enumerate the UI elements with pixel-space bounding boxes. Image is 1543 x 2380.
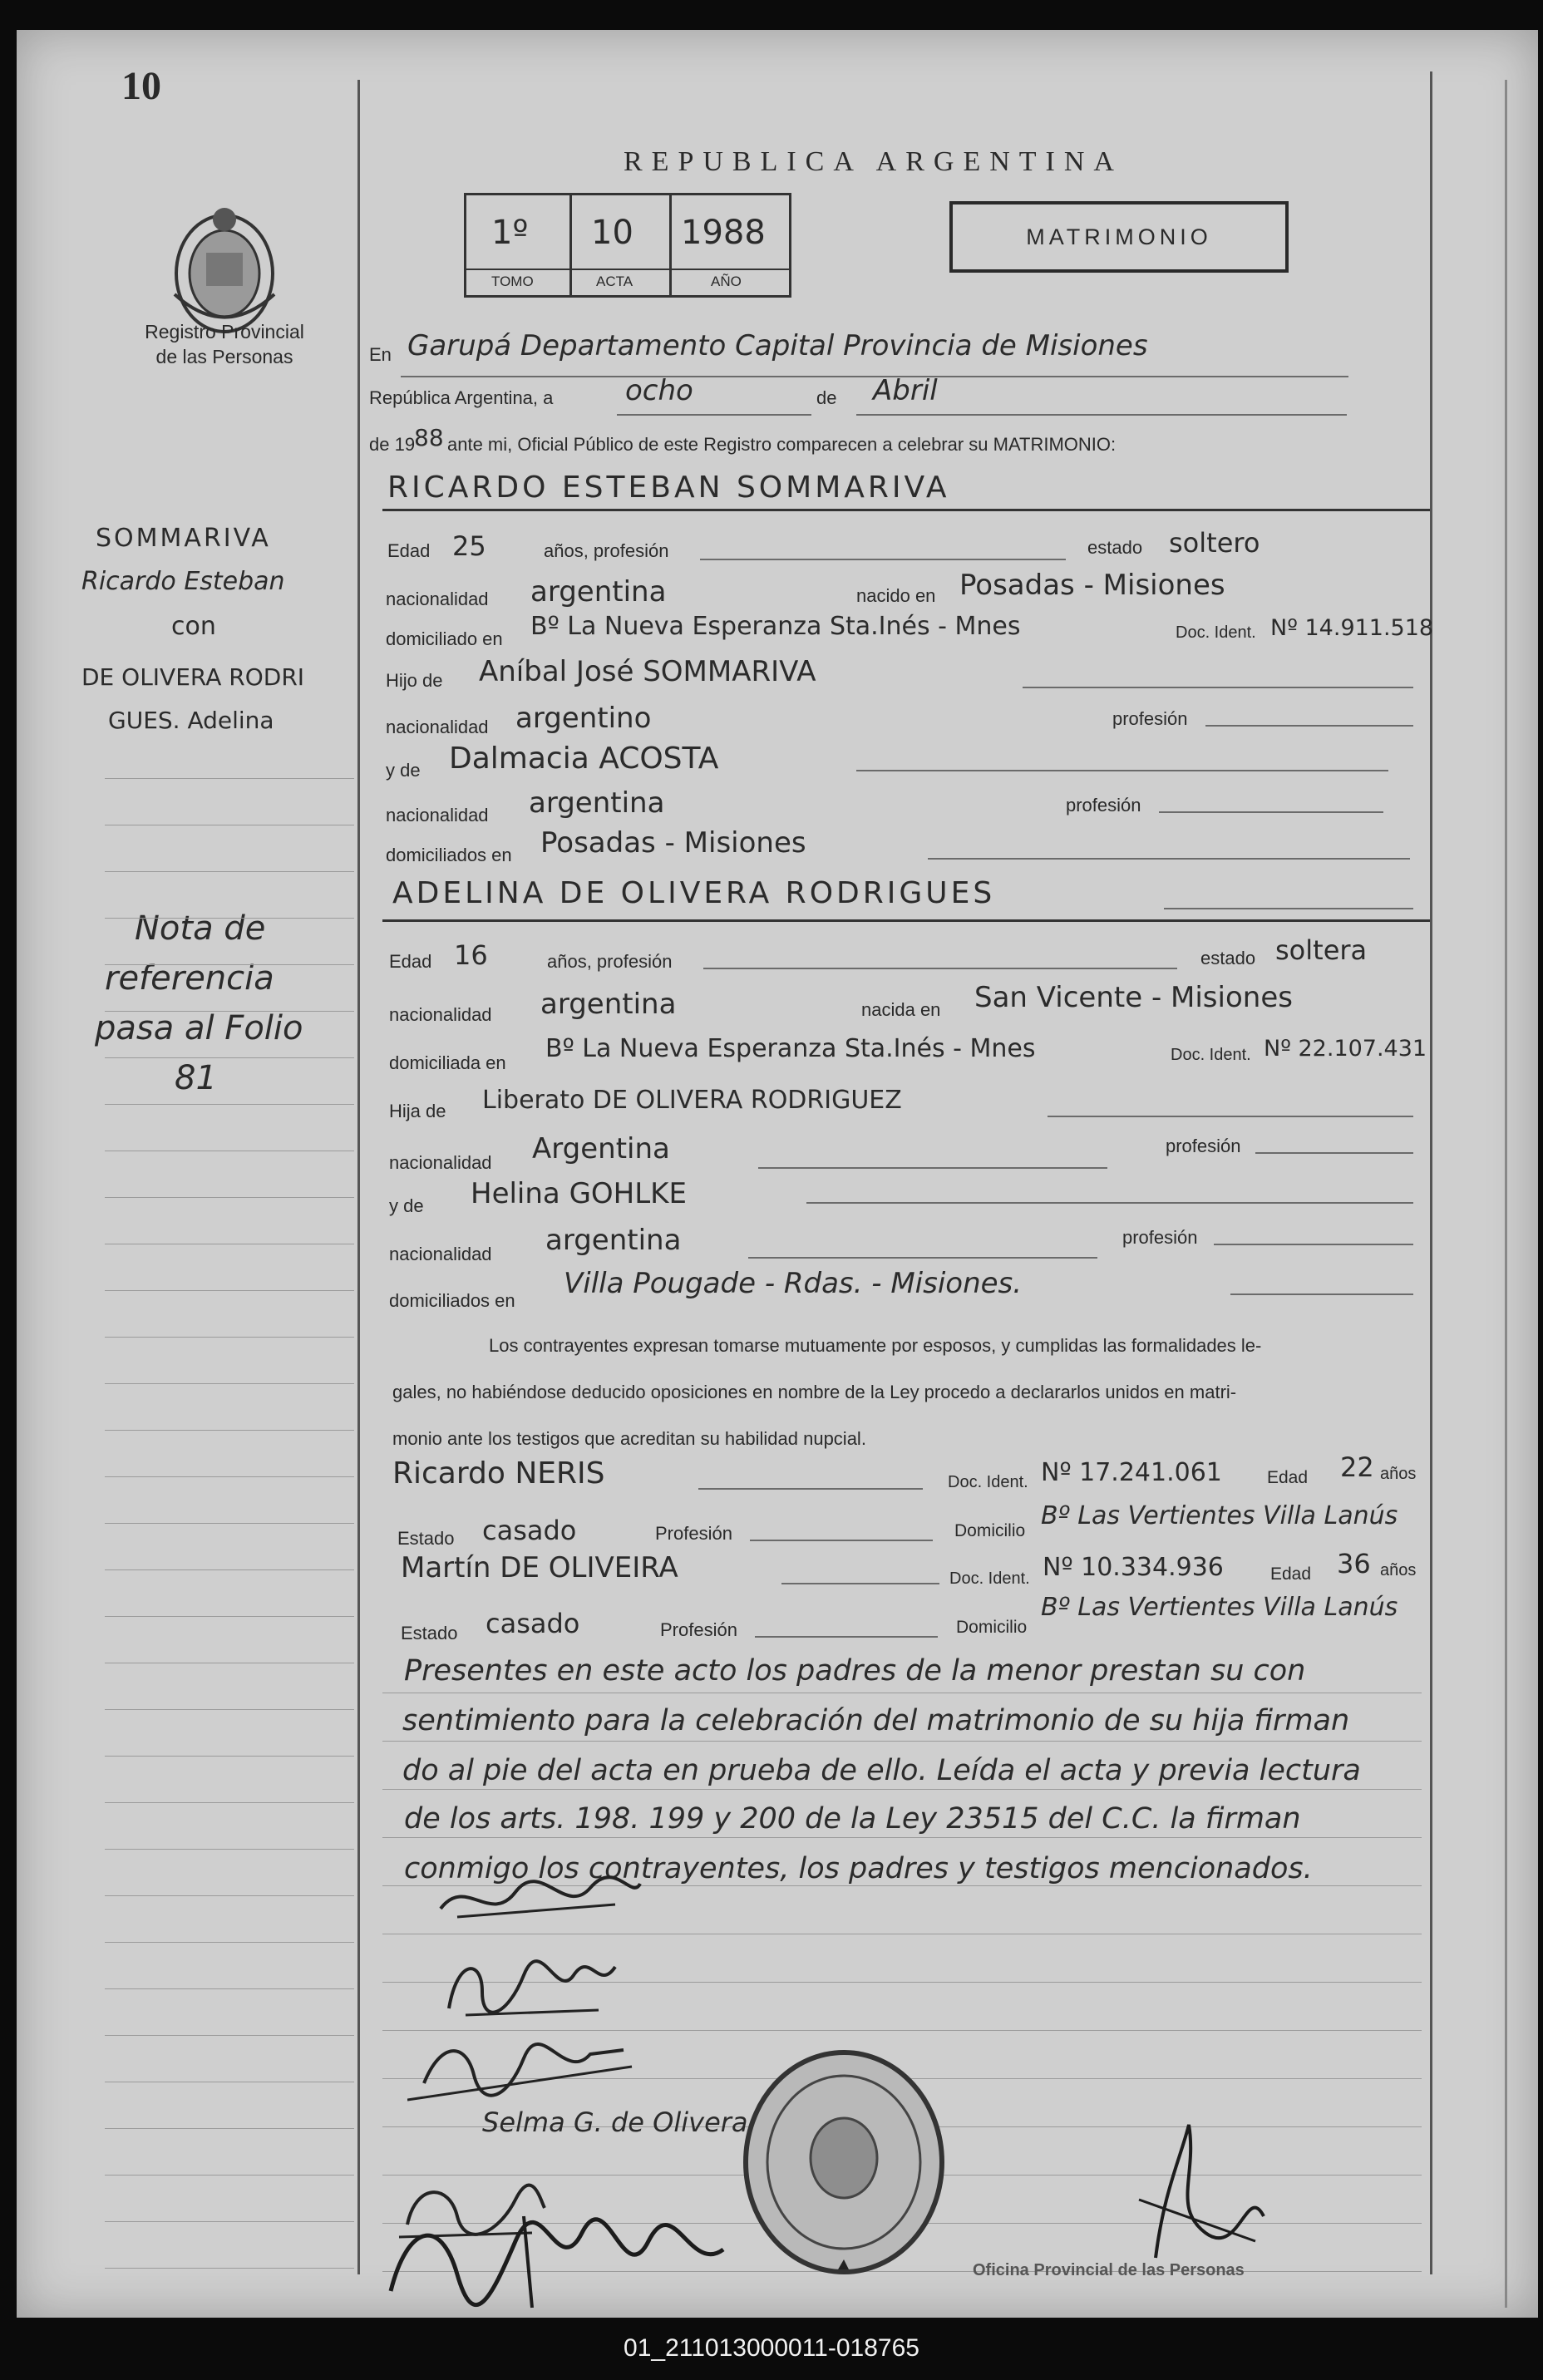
witness-2-prof-line [755,1636,938,1638]
bride-parents-dom: Villa Pougade - Rdas. - Misiones. [564,1267,1023,1300]
witness-1-name-line [698,1488,923,1490]
groom-nacido-label: nacido en [856,585,936,606]
certificate-page [17,30,1538,2318]
notes-line-1: Presentes en este acto los padres de la menor prestan su con [404,1654,1306,1688]
witness-2-age: 36 [1337,1548,1371,1579]
country-heading: REPUBLICA ARGENTINA [624,146,1123,177]
signature-1-icon [432,1867,648,1934]
margin-note-bride-name: GUES. Adelina [108,707,274,734]
witness-1-age: 22 [1340,1451,1374,1483]
groom-doc-label: Doc. Ident. [1176,623,1256,642]
margin-rule [105,1197,354,1198]
body-rule [382,1789,1422,1790]
witness-2-prof-label: Profesión [660,1619,737,1640]
margin-rule [105,918,354,919]
bride-father-nat: Argentina [532,1132,670,1165]
witness-2-edad-label: Edad [1270,1564,1312,1584]
margin-note-surname: SOMMARIVA [96,524,271,553]
margin-rule [105,964,354,965]
groom-estado-label: estado [1087,537,1143,558]
groom-mother-nat-label: nacionalidad [386,805,489,825]
margin-rule [105,1988,354,1989]
groom-birthplace: Posadas - Misiones [959,569,1225,602]
margin-rule [105,2175,354,2176]
groom-father-nat-label: nacionalidad [386,717,489,737]
signature-2-icon [432,1942,632,2025]
witness-2-anos-label: años [1380,1561,1417,1579]
witness-2-doc-label: Doc. Ident. [949,1569,1030,1588]
witness-2-dom-label: Domicilio [956,1618,1028,1637]
bride-mother-prof-line [1214,1244,1413,1245]
witness-2-doc: Nº 10.334.936 [1043,1553,1224,1582]
ano-value: 1988 [681,214,766,252]
signature-4-text: Selma G. de Olivera [482,2107,748,2138]
witness-1-doc-label: Doc. Ident. [948,1473,1028,1491]
witness-1-prof-label: Profesión [655,1523,732,1544]
republica-label: República Argentina, a [369,387,554,408]
witness-1-domicile: Bº Las Vertientes Villa Lanús [1041,1501,1398,1530]
notes-line-2: sentimiento para la celebración del matrimonio de su hija firman [402,1704,1350,1737]
witness-1-estado: casado [482,1515,577,1546]
year-suffix: 88 [414,424,444,451]
margin-rule [105,1011,354,1012]
bride-father-prof-label: profesión [1166,1136,1241,1156]
bride-father: Liberato DE OLIVERA RODRIGUEZ [482,1086,902,1115]
tomo-value: 1º [491,214,529,252]
record-number-box [464,193,791,298]
notes-line-5: conmigo los contrayentes, los padres y testigos mencionados. [404,1852,1313,1885]
groom-prof-line [700,559,1066,560]
margin-rule [105,1430,354,1431]
groom-nationality: argentina [530,575,667,609]
witness-1-doc: Nº 17.241.061 [1041,1458,1222,1487]
bride-name-line [382,919,1430,922]
groom-father-nat: argentino [515,702,652,735]
notes-line-3: do al pie del acta en prueba de ello. Leída el acta y previa lectura [402,1754,1361,1787]
right-border [1430,71,1432,2274]
bride-father-nat-label: nacionalidad [389,1152,492,1173]
bride-anos-label: años, profesión [547,951,673,972]
tomo-label: TOMO [491,273,534,289]
de-label: de [816,387,837,408]
file-caption: 01_211013000011-018765 [624,2334,919,2362]
groom-father-line [1023,687,1413,688]
groom-mother-line [856,770,1388,771]
day-line [617,414,811,416]
margin-rule [105,1569,354,1570]
bride-domicile: Bº La Nueva Esperanza Sta.Inés - Mnes [545,1034,1036,1063]
margin-rule [105,1942,354,1943]
groom-mother-prof-line [1159,811,1383,813]
margin-rule [105,1104,354,1105]
bride-doc: Nº 22.107.431 [1264,1036,1427,1062]
signature-3-icon [407,2033,640,2108]
bride-mother-line [806,1202,1413,1204]
en-label: En [369,344,392,365]
groom-name: RICARDO ESTEBAN SOMMARIVA [387,471,950,505]
bride-mother: Helina GOHLKE [471,1177,687,1210]
legal-text-line-2: gales, no habiéndose deducido oposiciones en nombre de la Ley procedo a declararlos unidos en matri- [392,1382,1237,1402]
margin-note-referencia: referencia [105,959,274,998]
bride-estado: soltera [1275,934,1368,966]
bride-parents-dom-label: domiciliados en [389,1290,515,1311]
bride-mother-nat-label: nacionalidad [389,1244,492,1264]
groom-father: Aníbal José SOMMARIVA [479,655,816,688]
groom-nac-label: nacionalidad [386,589,489,609]
groom-estado: soltero [1169,527,1260,559]
groom-anos-label: años, profesión [544,540,669,561]
groom-mother: Dalmacia ACOSTA [449,742,719,776]
groom-name-line [382,509,1430,511]
bride-father-label: Hija de [389,1101,446,1121]
margin-note-con: con [171,612,216,641]
groom-domicile: Bº La Nueva Esperanza Sta.Inés - Mnes [530,612,1021,641]
bride-name: ADELINA DE OLIVERA RODRIGUES [392,876,996,910]
day-value: ocho [625,374,693,407]
notes-line-4: de los arts. 198. 199 y 200 de la Ley 23515 del C.C. la firman [404,1802,1301,1836]
groom-father-prof-label: profesión [1112,708,1188,729]
margin-rule [105,1337,354,1338]
margin-rule [105,2128,354,2129]
intro-text: ante mi, Oficial Público de este Registro comparecen a celebrar su MATRIMONIO: [447,434,1117,455]
margin-rule [105,2221,354,2222]
witness-1-anos-label: años [1380,1465,1417,1483]
registry-label-1: Registro Provincial [145,321,304,342]
margin-note-folio: pasa al Folio [95,1009,303,1047]
body-rule [382,1837,1422,1838]
ano-label: AÑO [711,273,742,289]
month-value: Abril [873,374,938,407]
bride-nac-label: nacionalidad [389,1004,492,1025]
margin-rule [105,1802,354,1803]
groom-edad-label: Edad [387,540,431,561]
acta-label: ACTA [596,273,633,289]
margin-divider [357,80,360,2274]
bride-nacida-label: nacida en [861,999,941,1020]
page-number: 10 [121,64,161,108]
margin-rule [105,778,354,779]
margin-note-nota: Nota de [135,909,266,948]
bride-mother-prof-label: profesión [1122,1227,1198,1248]
margin-rule [105,2268,354,2269]
groom-father-label: Hijo de [386,670,443,691]
groom-parents-dom-line [928,858,1410,860]
bride-mother-label: y de [389,1195,424,1216]
margin-rule [105,1290,354,1291]
bride-parents-dom-line [1230,1293,1413,1295]
groom-doc: Nº 14.911.518 [1270,615,1434,641]
bride-nationality: argentina [540,988,677,1021]
registry-label-2: de las Personas [155,346,293,367]
place-value: Garupá Departamento Capital Provincia de Misiones [407,329,1148,362]
groom-age: 25 [452,530,486,562]
margin-rule [105,1849,354,1850]
bride-prof-line [703,968,1177,969]
document-type: MATRIMONIO [1026,224,1212,249]
margin-note-bride-surname: DE OLIVERA RODRI [81,663,305,691]
groom-mother-label: y de [386,760,421,781]
stamp-text: Oficina Provincial de las Personas [973,2261,1245,2279]
year-prefix: de 19 [369,434,416,455]
officer-signature-icon [1106,2108,1272,2266]
bride-doc-label: Doc. Ident. [1171,1046,1251,1064]
witness-1-dom-label: Domicilio [954,1521,1026,1540]
bride-father-nat-line [758,1167,1107,1169]
body-rule [382,2030,1422,2031]
bride-mother-nat: argentina [545,1224,682,1257]
document-type-box [949,201,1289,273]
margin-note-name: Ricardo Esteban [81,567,285,596]
margin-note-folio-number: 81 [175,1059,217,1097]
margin-rule [105,871,354,872]
margin-rule [105,1383,354,1384]
groom-father-prof-line [1205,725,1413,727]
margin-rule [105,1709,354,1710]
witness-1-edad-label: Edad [1267,1468,1309,1487]
margin-rule [105,1523,354,1524]
margin-rule [105,1616,354,1617]
groom-dom-label: domiciliado en [386,628,503,649]
bride-edad-label: Edad [389,951,432,972]
witness-1-estado-label: Estado [397,1528,455,1549]
bride-name-divider-short [1164,908,1413,909]
witness-2-estado: casado [486,1608,580,1639]
margin-rule [105,1895,354,1896]
witness-1-prof-line [750,1540,933,1541]
witness-2-name: Martín DE OLIVEIRA [401,1551,678,1584]
bride-father-prof-line [1255,1152,1413,1154]
margin-rule [105,1476,354,1477]
legal-text-line-1: Los contrayentes expresan tomarse mutuamente por esposos, y cumplidas las formalidades le- [489,1335,1262,1356]
signature-6-icon [374,2191,740,2316]
bride-dom-label: domiciliada en [389,1052,506,1073]
legal-text-line-3: monio ante los testigos que acreditan su habilidad nupcial. [392,1428,866,1449]
bride-age: 16 [454,939,488,971]
groom-mother-prof-label: profesión [1066,795,1141,816]
bride-estado-label: estado [1200,948,1256,968]
witness-2-name-line [781,1583,939,1584]
margin-rule [105,1756,354,1757]
groom-mother-nat: argentina [529,786,665,820]
groom-parents-dom: Posadas - Misiones [540,826,806,860]
bride-mother-nat-line [748,1257,1097,1259]
month-line [856,414,1347,416]
body-rule [382,1741,1422,1742]
binding-edge [1505,80,1507,2308]
margin-rule [105,2035,354,2036]
bride-father-line [1048,1116,1413,1117]
bride-birthplace: San Vicente - Misiones [974,981,1293,1014]
witness-1-name: Ricardo NERIS [392,1456,605,1491]
acta-value: 10 [591,214,633,252]
witness-2-domicile: Bº Las Vertientes Villa Lanús [1041,1593,1398,1622]
margin-rule [105,1057,354,1058]
official-seal-icon [732,2042,956,2283]
witness-2-estado-label: Estado [401,1623,458,1643]
groom-parents-dom-label: domiciliados en [386,845,512,865]
